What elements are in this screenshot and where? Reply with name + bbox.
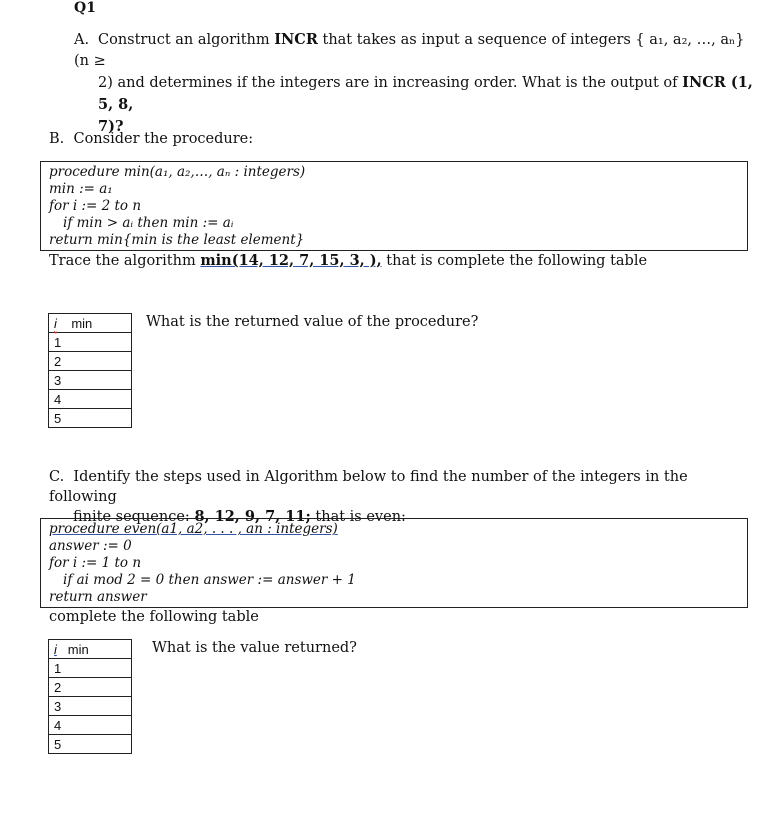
table-cell[interactable]: 5 bbox=[49, 409, 132, 428]
table-cell[interactable]: 1 bbox=[49, 659, 132, 678]
incr-call: INCR (1, 5, 8, bbox=[98, 74, 753, 113]
table-row bbox=[49, 678, 132, 697]
code-line: return answer bbox=[49, 589, 147, 605]
trace-post: that is complete the following table bbox=[381, 253, 648, 269]
code-line: for i := 2 to n bbox=[49, 198, 142, 214]
table-row bbox=[49, 716, 132, 735]
table-row bbox=[49, 352, 132, 371]
incr-name: INCR bbox=[274, 31, 318, 48]
part-c-text-line2-post: that is even: bbox=[310, 509, 406, 525]
table-cell[interactable]: 2 bbox=[49, 352, 132, 371]
table-row bbox=[49, 333, 132, 352]
returned-value-question: What is the returned value of the procedure? bbox=[146, 314, 479, 330]
part-a-label: A. bbox=[74, 32, 90, 48]
table-row bbox=[49, 697, 132, 716]
trace-call: min(14, 12, 7, 15, 3, ), bbox=[200, 252, 382, 269]
table-cell[interactable]: 3 bbox=[49, 697, 132, 716]
complete-table-instruction: complete the following table bbox=[49, 609, 259, 625]
code-line: if min > aᵢ then min := aᵢ bbox=[63, 215, 234, 231]
table-cell[interactable]: 5 bbox=[49, 735, 132, 754]
procedure-min-code bbox=[41, 162, 747, 251]
table-row bbox=[49, 409, 132, 428]
part-a-text-line2: 2) and determines if the integers are in increasing order. What is the output of bbox=[98, 75, 683, 91]
part-a bbox=[74, 29, 754, 137]
part-a-text-mid: that takes as input a sequence of integers { a₁, a₂, …, aₙ} (n ≥ bbox=[74, 32, 745, 69]
table-row bbox=[49, 659, 132, 678]
trace-pre: Trace the algorithm bbox=[49, 253, 201, 269]
table-cell[interactable]: 4 bbox=[49, 390, 132, 409]
code-line: if ai mod 2 = 0 then answer := answer + 1 bbox=[63, 572, 356, 588]
procedure-min-box bbox=[40, 161, 748, 251]
table-header-row bbox=[49, 314, 132, 333]
part-a-text-pre: Construct an algorithm bbox=[98, 32, 275, 48]
table-cell[interactable]: i min bbox=[49, 314, 132, 333]
table-cell[interactable]: 1 bbox=[49, 333, 132, 352]
code-line: return min{min is the least element} bbox=[49, 232, 305, 248]
table-row bbox=[49, 390, 132, 409]
part-c-text-line2-pre: finite sequence: bbox=[73, 509, 195, 525]
trace-table-even bbox=[48, 639, 132, 754]
part-b-label: B. bbox=[49, 131, 65, 147]
code-line: min := a₁ bbox=[49, 181, 113, 197]
code-line: answer := 0 bbox=[49, 538, 132, 554]
part-c-label: C. bbox=[49, 469, 65, 485]
part-b-text: Consider the procedure: bbox=[73, 131, 254, 147]
code-line: procedure min(a₁, a₂,…, aₙ : integers) bbox=[49, 164, 306, 180]
table-cell[interactable]: 2 bbox=[49, 678, 132, 697]
table-cell[interactable]: i min bbox=[49, 640, 132, 659]
table-cell[interactable]: 3 bbox=[49, 371, 132, 390]
value-returned-question: What is the value returned? bbox=[152, 640, 357, 656]
table-header-row bbox=[49, 640, 132, 659]
trace-instruction bbox=[49, 252, 647, 269]
table-row bbox=[49, 735, 132, 754]
code-line: procedure even(a1, a2, . . . , an : integers) bbox=[49, 521, 338, 537]
procedure-even-code bbox=[41, 519, 747, 608]
code-line: for i := 1 to n bbox=[49, 555, 142, 571]
procedure-even-box bbox=[40, 518, 748, 608]
sequence: 8, 12, 9, 7, 11; bbox=[194, 508, 311, 525]
question-title: Q1 bbox=[74, 0, 96, 16]
part-c-text-line1: Identify the steps used in Algorithm below to find the number of the integers in the following bbox=[49, 469, 688, 505]
incr-call-end: 7)? bbox=[98, 118, 124, 135]
table-row bbox=[49, 371, 132, 390]
table-cell[interactable]: 4 bbox=[49, 716, 132, 735]
trace-table-min bbox=[48, 313, 132, 428]
part-b-heading bbox=[49, 131, 253, 147]
